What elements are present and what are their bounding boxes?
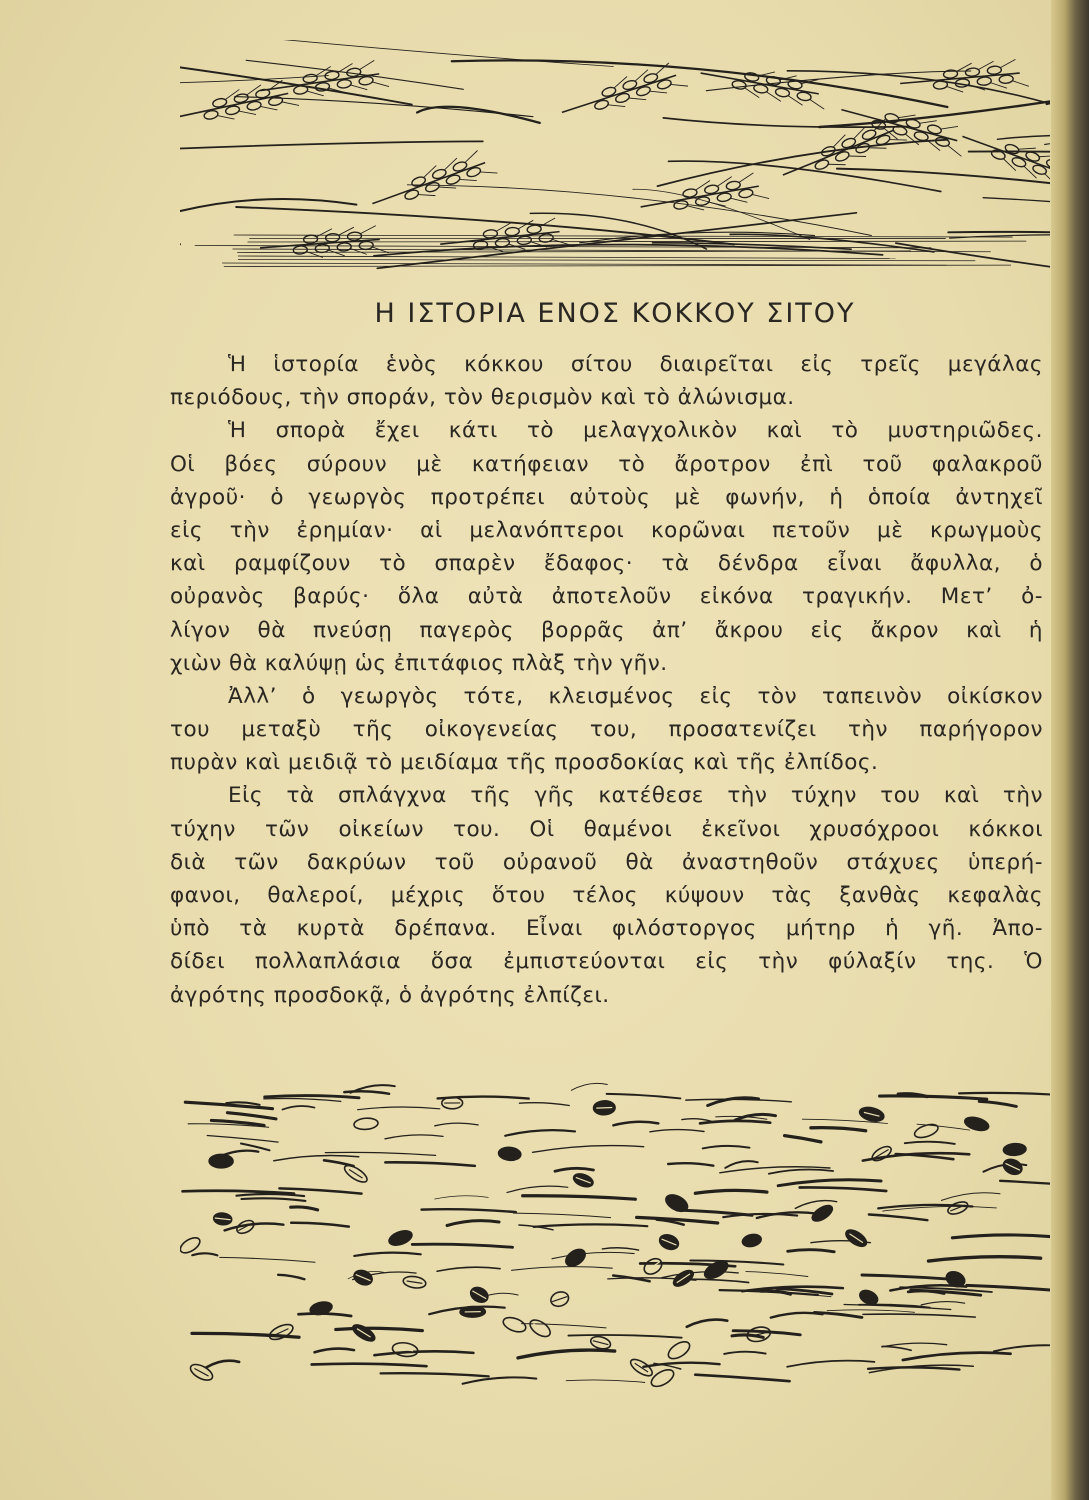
text-line: Εἰς τὰ σπλάγχνα τῆς γῆς κατέθεσε τὴν τύχην του καὶ τὴν bbox=[228, 783, 1043, 809]
text-line: χιὼν θὰ καλύψῃ ὡς ἐπιτάφιος πλὰξ τὴν γῆν. bbox=[170, 650, 668, 676]
story-text bbox=[170, 348, 1043, 1012]
page-title: Η ΙΣΤΟΡΙΑ ΕΝΟΣ ΚΟΚΚΟΥ ΣΙΤΟΥ bbox=[374, 298, 856, 330]
text-line: του μεταξὺ τῆς οἰκογενείας του, προσατενίζει τὴν παρήγορον bbox=[170, 717, 1043, 743]
text-line: Οἱ βόες σύρουν μὲ κατήφειαν τὸ ἄροτρον ἐπὶ τοῦ φαλακροῦ bbox=[170, 451, 1043, 477]
text-line: τύχην τῶν οἰκείων του. Οἱ θαμένοι ἐκεῖνοι χρυσόχροοι κόκκοι bbox=[170, 816, 1043, 842]
wheat-ears-illustration bbox=[180, 40, 1050, 275]
paragraph-2 bbox=[170, 414, 1043, 680]
text-line: εἰς τὴν ἐρημίαν· αἱ μελανόπτεροι κορῶναι πετοῦν μὲ κρωγμοὺς bbox=[170, 517, 1043, 543]
text-line: φανοι, θαλεροί, μέχρις ὅτου τέλος κύψουν τὰς ξανθὰς κεφαλὰς bbox=[170, 883, 1043, 908]
text-line: ἀγροῦ· ὁ γεωργὸς προτρέπει αὐτοὺς μὲ φωνήν, ἡ ὁποία ἀντηχεῖ bbox=[170, 484, 1043, 510]
text-line: περιόδους, τὴν σποράν, τὸν θερισμὸν καὶ τὸ ἀλώνισμα. bbox=[170, 385, 795, 411]
text-line: οὐρανὸς βαρύς· ὅλα αὐτὰ ἀποτελοῦν εἰκόνα τραγικήν. Μετ’ ὀ- bbox=[170, 584, 1043, 610]
wheat-grains-illustration bbox=[180, 1082, 1050, 1392]
text-line: δίδει πολλαπλάσια ὅσα ἐμπιστεύονται εἰς τὴν φύλαξίν της. Ὁ bbox=[170, 949, 1043, 975]
text-line: ἀγρότης προσδοκᾷ, ὁ ἀγρότης ἐλπίζει. bbox=[170, 982, 610, 1008]
text-line: Ἡ ἱστορία ἑνὸς κόκκου σίτου διαιρεῖται εἰς τρεῖς μεγάλας bbox=[228, 352, 1043, 377]
text-line: Ἀλλ’ ὁ γεωργὸς τότε, κλεισμένος εἰς τὸν ταπεινὸν οἰκίσκον bbox=[228, 683, 1043, 709]
paragraph-1 bbox=[170, 348, 1043, 414]
text-line: λίγον θὰ πνεύσῃ παγερὸς βορρᾶς ἀπ’ ἄκρου εἰς ἄκρον καὶ ἡ bbox=[170, 617, 1043, 643]
paragraph-3 bbox=[170, 680, 1043, 780]
text-line: ὑπὸ τὰ κυρτὰ δρέπανα. Εἶναι φιλόστοργος μήτηρ ἡ γῆ. Ἀπο- bbox=[170, 916, 1043, 942]
book-spine-shadow bbox=[1051, 0, 1089, 1500]
text-line: πυρὰν καὶ μειδιᾷ τὸ μειδίαμα τῆς προσδοκίας καὶ τῆς ἐλπίδος. bbox=[170, 750, 879, 776]
text-line: Ἡ σπορὰ ἔχει κάτι τὸ μελαγχολικὸν καὶ τὸ μυστηριῶδες. bbox=[228, 418, 1043, 444]
paragraph-4 bbox=[170, 779, 1043, 1011]
text-line: διὰ τῶν δακρύων τοῦ οὐρανοῦ θὰ ἀναστηθοῦν στάχυες ὑπερή- bbox=[170, 849, 1043, 875]
text-line: καὶ ραμφίζουν τὸ σπαρὲν ἔδαφος· τὰ δένδρα εἶναι ἄφυλλα, ὁ bbox=[170, 551, 1043, 577]
